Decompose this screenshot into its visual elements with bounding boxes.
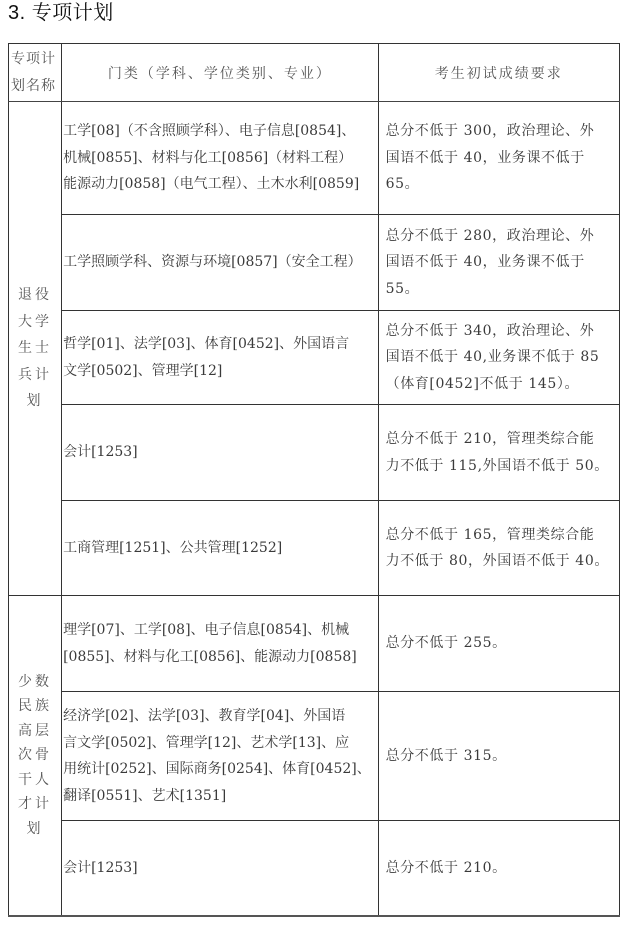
requirement-line: （体育[0452]不低于 145）。: [385, 375, 580, 392]
category-cell: [62, 405, 379, 501]
requirement-line: 总分不低于 210，管理类综合能: [385, 431, 595, 447]
requirement-line: 65。: [385, 176, 420, 193]
category-line: 用统计[0252]、国际商务[0254]、体育[0452]、: [63, 761, 371, 777]
plan-name-line: 大学: [18, 313, 53, 330]
header-category: 门类（学科、学位类别、专业）: [62, 44, 379, 102]
section-title: 3. 专项计划: [8, 2, 114, 24]
requirement-cell: [378, 311, 619, 405]
requirement-line: 国语不低于 40，业务课不低于: [385, 254, 585, 271]
plan-name-line: 划: [26, 393, 44, 410]
requirement-line: 55。: [385, 280, 420, 297]
header-requirement: 考生初试成绩要求: [378, 44, 619, 102]
category-cell: [62, 311, 379, 405]
requirement-line: 总分不低于 340，政治理论、外: [385, 322, 595, 339]
requirement-line: 力不低于 115,外国语不低于 50。: [385, 457, 609, 474]
category-cell: [62, 821, 379, 916]
category-line: 会计[1253]: [63, 444, 138, 461]
plan-name-line: 民族: [18, 698, 53, 714]
table-row: [9, 311, 620, 405]
category-line: 工学照顾学科、资源与环境[0857]（安全工程）: [63, 254, 362, 271]
header-plan-name-line: 专项计: [11, 51, 56, 67]
requirement-cell: [378, 501, 619, 596]
plan-name-line: 兵计: [18, 366, 53, 383]
plan-name-line: 次骨: [18, 747, 53, 763]
category-cell: [62, 692, 379, 821]
plan-name-cell-ethnic-minority: [9, 596, 62, 916]
category-cell: [62, 596, 379, 692]
table-row: [9, 821, 620, 916]
plan-name-line: 干人: [18, 771, 53, 788]
requirement-line: 总分不低于 315。: [385, 747, 507, 764]
category-line: 哲学[01]、法学[03]、体育[0452]、外国语言: [63, 336, 350, 352]
category-cell: [62, 102, 379, 215]
category-line: 言文学[0502]、管理学[12]、艺术学[13]、应: [63, 734, 350, 751]
requirement-line: 总分不低于 210。: [385, 859, 507, 876]
requirement-line: 国语不低于 40,业务课不低于 85: [385, 349, 600, 366]
plan-name-line: 少数: [18, 673, 53, 690]
category-line: 文学[0502]、管理学[12]: [63, 362, 223, 379]
requirement-line: 力不低于 80，外国语不低于 40。: [385, 553, 609, 569]
requirement-cell: [378, 102, 619, 215]
category-line: 工学[08]（不含照顾学科）、电子信息[0854]、: [63, 123, 356, 140]
plan-name-line: 才计: [18, 796, 53, 812]
category-line: 机械[0855]、材料与化工[0856]（材料工程）: [63, 149, 353, 166]
requirement-line: 总分不低于 300，政治理论、外: [385, 123, 595, 140]
requirement-cell: [378, 692, 619, 821]
table-row: [9, 405, 620, 501]
plan-name-line: 生士: [18, 340, 53, 357]
table-row: [9, 501, 620, 596]
category-line: [0855]、材料与化工[0856]、能源动力[0858]: [63, 648, 357, 665]
category-line: 会计[1253]: [63, 859, 138, 876]
requirement-line: 总分不低于 255。: [385, 635, 507, 652]
requirement-line: 国语不低于 40，业务课不低于: [385, 149, 585, 166]
header-plan-name: [9, 44, 62, 102]
table-row: [9, 215, 620, 311]
table-row: [9, 692, 620, 821]
requirement-cell: [378, 596, 619, 692]
category-line: 工商管理[1251]、公共管理[1252]: [63, 539, 283, 556]
requirement-line: 总分不低于 280，政治理论、外: [385, 227, 595, 244]
category-cell: [62, 215, 379, 311]
table-row: [9, 596, 620, 692]
category-line: 翻译[0551]、艺术[1351]: [63, 787, 227, 804]
plan-name-line: 退役: [18, 287, 53, 304]
category-cell: [62, 501, 379, 596]
plan-name-cell-veterans: [9, 102, 62, 596]
requirement-line: 总分不低于 165，管理类综合能: [385, 526, 595, 543]
requirement-cell: [378, 405, 619, 501]
plan-name-line: 划: [26, 820, 44, 837]
special-plan-table: [8, 43, 620, 917]
requirement-cell: [378, 821, 619, 916]
header-plan-name-line: 划名称: [11, 77, 56, 94]
table-row: [9, 102, 620, 215]
category-line: 理学[07]、工学[08]、电子信息[0854]、机械: [63, 622, 350, 638]
category-line: 经济学[02]、法学[03]、教育学[04]、外国语: [63, 708, 346, 724]
table-header-row: [9, 44, 620, 102]
plan-name-line: 高层: [18, 722, 53, 739]
requirement-cell: [378, 215, 619, 311]
category-line: 能源动力[0858]（电气工程）、土木水利[0859]: [63, 176, 360, 193]
